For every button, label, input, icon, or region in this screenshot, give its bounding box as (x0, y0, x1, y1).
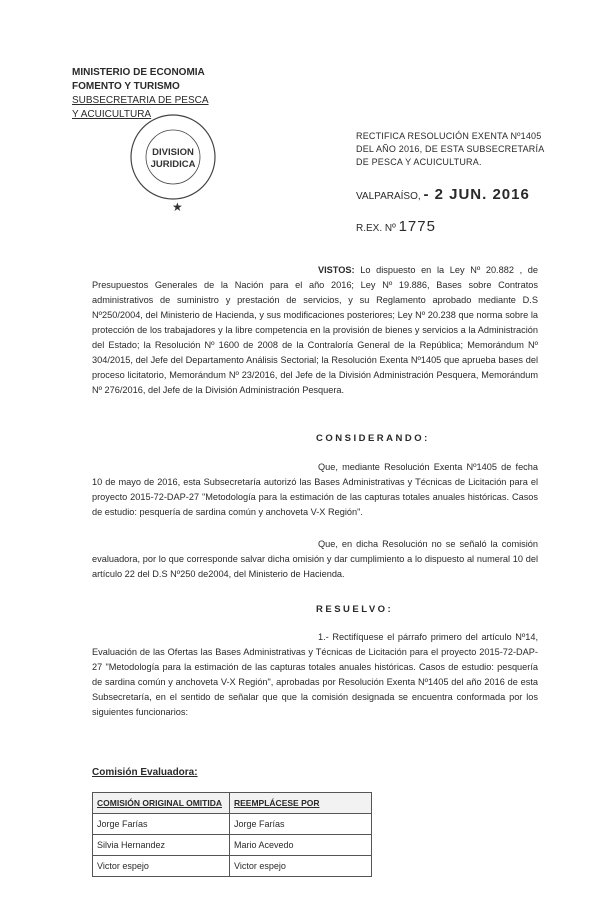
considerando-paragraph-2: Que, en dicha Resolución no se señaló la comisión evaluadora, por lo que corresponde salvar dicha omisión y dar cumplimiento a lo dispuesto al numeral 10 del artículo 22 del D.S Nº250 de2004, del Ministerio de Hacienda. (92, 539, 538, 579)
subsecretaria-line: SUBSECRETARIA DE PESCA (72, 95, 209, 106)
table-cell: Jorge Farías (93, 814, 230, 835)
table-cell: Jorge Farías (230, 814, 372, 835)
rex-number: 1775 (398, 218, 436, 235)
table-row (93, 835, 372, 856)
resuelvo-heading: RESUELVO: (316, 604, 394, 615)
comision-title: Comisión Evaluadora: (92, 767, 198, 778)
reference-summary: RECTIFICA RESOLUCIÓN EXENTA Nº1405 DEL AÑO 2016, DE ESTA SUBSECRETARÍA DE PESCA Y ACUICULTURA. (356, 131, 544, 167)
table-cell: Mario Acevedo (230, 835, 372, 856)
resuelvo-paragraph-1: 1.- Rectifíquese el párrafo primero del artículo Nº14, Evaluación de las Ofertas las Bases Administrativas y Técnicas de Licitación para el proyecto 2015-72-DAP-27 "Metodología para la estimación de las capturas totales anuales históricas. Casos de estudio: pesquería de sardina común y anchoveta V-X Región", aprobadas por Resolución Exenta Nº1405 del año 2016 de esta Subsecretaría, en el sentido de señalar que que la comisión designada se encuentra conformada por los siguientes funcionarios: (92, 632, 538, 717)
subsecretaria-line: Y ACUICULTURA (72, 109, 152, 120)
comision-table (92, 792, 372, 877)
division-juridica-stamp (128, 112, 218, 202)
rex-label: R.EX. Nº (356, 223, 396, 234)
table-header-row (93, 793, 372, 814)
star-icon: ★ (172, 200, 183, 214)
table-header-cell: COMISIÓN ORIGINAL OMITIDA (93, 793, 230, 814)
considerando-heading: CONSIDERANDO: (316, 433, 430, 444)
resolution-number-line (356, 218, 436, 235)
vistos-text: Lo dispuesto en la Ley Nº 20.882 , de Presupuestos Generales de la Nación para el año 2016; Ley Nº 19.886, Bases sobre Contratos administrativos de suministro y prestación de servicios, y su Reglamento aprobado mediante D.S Nº250/2004, del Ministerio de Hacienda, y sus modificaciones posteriores; Ley Nº 20.238 que norma sobre la protección de los trabajadores y la libre competencia en la provisión de bienes y servicios a la Administración del Estado; la Resolución Nº 1600 de 2008 de la Contraloría General de la República; Memorándum Nº 304/2015, del Jefe del Departamento Análisis Sectorial; la Resolución Exenta Nº1405 que aprueba bases del proceso licitatorio, Memorándum Nº 23/2016, del Jefe de la División Administración Pesquera, Memorándum Nº 276/2016, del Jefe de la División Administración Pesquera. (92, 265, 538, 395)
table-cell: Silvia Hernandez (93, 835, 230, 856)
date-line (356, 186, 530, 203)
vistos-lead: VISTOS: (318, 265, 355, 275)
vistos-paragraph (92, 263, 538, 398)
ministry-line: MINISTERIO DE ECONOMIA (72, 67, 205, 78)
date-label: VALPARAÍSO, (356, 191, 421, 202)
ministry-line: FOMENTO Y TURISMO (72, 81, 180, 92)
stamp-text-top: DIVISION (152, 147, 194, 158)
table-header-cell: REEMPLÁCESE POR (230, 793, 372, 814)
table-cell: Victor espejo (230, 856, 372, 877)
date-value: - 2 JUN. 2016 (423, 186, 530, 203)
table-cell: Victor espejo (93, 856, 230, 877)
table-row (93, 856, 372, 877)
considerando-paragraph-1: Que, mediante Resolución Exenta Nº1405 de fecha 10 de mayo de 2016, esta Subsecretaría autorizó las Bases Administrativas y Técnicas de Licitación para el proyecto 2015-72-DAP-27 "Metodología para la estimación de las capturas totales anuales históricas. Casos de estudio: pesquería de sardina común y anchoveta V-X Región". (92, 462, 538, 517)
stamp-text-bottom: JURIDICA (150, 159, 196, 170)
table-row (93, 814, 372, 835)
